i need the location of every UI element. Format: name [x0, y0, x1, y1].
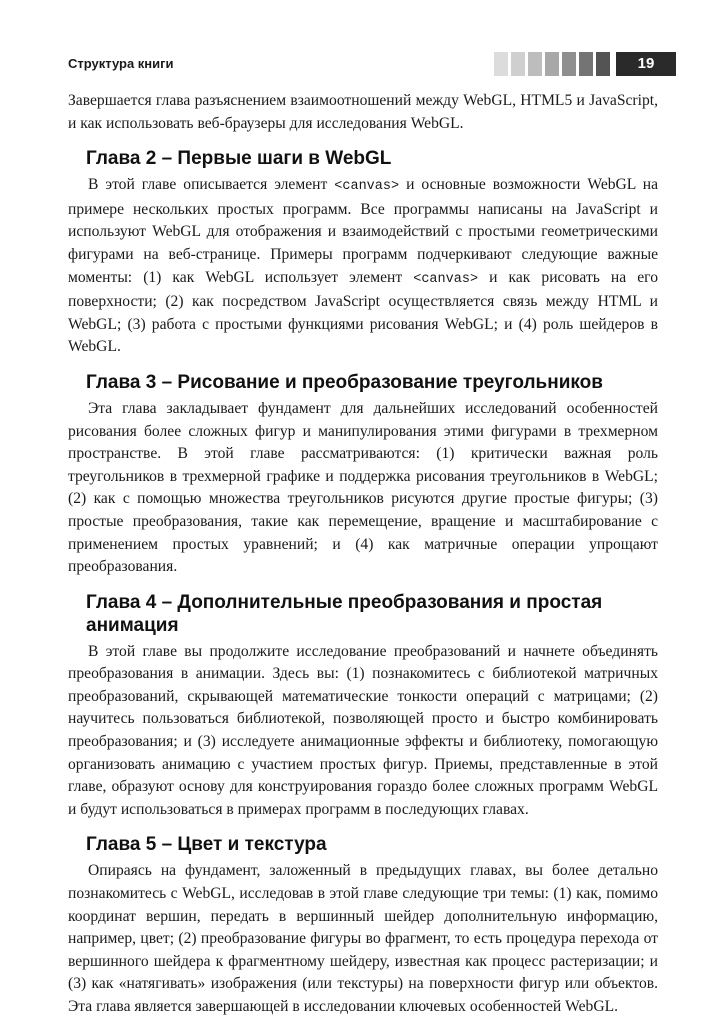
chapter-2-text-b: и основные возможности WebGL на примере нескольких простых программ. Все программы написаны на JavaScript и используют WebGL для отображения и взаимодействий с простыми геометрическими фигурами на веб-странице. Примеры программ подчеркивают следующие важные моменты: (1) как WebGL использует элемент [68, 176, 658, 286]
chapter-2-paragraph [68, 174, 658, 359]
chapter-3-heading: Глава 3 – Рисование и преобразование треугольников [86, 371, 603, 393]
header-bar [562, 52, 576, 76]
header-bar [528, 52, 542, 76]
canvas-code-1: <canvas> [334, 179, 400, 195]
running-title: Структура книги [68, 56, 174, 71]
chapter-5-paragraph: Опираясь на фундамент, заложенный в предыдущих главах, вы более детально познакомитесь с WebGL, исследовав в этой главе следующие три темы: (1) как, помимо координат вершин, передать в вершинный шейдер дополнительную информацию, например, цвет; (2) преобразование фигуры во фрагмент, то есть процедура перехода от вершинного шейдера к фрагментному шейдеру, известная как процесс растеризации; и (3) как «натягивать» изображения (или текстуры) на поверхности фигур или объектов. Эта глава является завершающей в исследовании ключевых особенностей WebGL. [68, 862, 658, 1015]
header-bar [579, 52, 593, 76]
chapter-4-paragraph: В этой главе вы продолжите исследование преобразований и начнете объединять преобразования в анимации. Здесь вы: (1) познакомитесь с библиотекой матричных преобразований, скрывающей математические тонкости операций с матрицами; (2) научитесь пользоваться библиотекой, позволяющей просто и быстро комбинировать преобразования; и (3) исследуете анимационные эффекты и библиотеку, помогающую организовать анимацию с участием простых фигур. Приемы, представленные в этой главе, образуют основу для конструирования гораздо более сложных программ WebGL и будут использоваться в примерах программ в последующих главах. [68, 642, 658, 818]
header-bar [596, 52, 610, 76]
header-bar [494, 52, 508, 76]
page-number: 19 [616, 52, 676, 76]
decorative-bars [494, 52, 613, 76]
page-header [68, 52, 658, 76]
intro-paragraph: Завершается глава разъяснением взаимоотношений между WebGL, HTML5 и JavaScript, и как использовать веб-браузеры для исследования WebGL. [68, 92, 658, 132]
canvas-code-2: <canvas> [413, 271, 479, 287]
chapter-4-heading: Глава 4 – Дополнительные преобразования и простая анимация [86, 591, 603, 636]
header-bar [545, 52, 559, 76]
chapter-3-paragraph: Эта глава закладывает фундамент для дальнейших исследований особенностей рисования более сложных фигур и манипулирования этими фигурами в трехмерном пространстве. В этой главе рассматриваются: (1) критически важная роль треугольников в трехмерной графике и поддержка рисования треугольников в WebGL; (2) как с помощью множества треугольников рисуются другие простые фигуры; (3) простые преобразования, такие как перемещение, вращение и масштабирование с применением простых уравнений; и (4) как матричные операции упрощают преобразования. [68, 399, 658, 576]
chapter-2-text-a: В этой главе описывается элемент [88, 176, 335, 194]
page-body [68, 90, 658, 1019]
chapter-2-heading: Глава 2 – Первые шаги в WebGL [86, 148, 392, 170]
header-bar [511, 52, 525, 76]
chapter-5-heading: Глава 5 – Цвет и текстура [86, 834, 327, 856]
chapter-2-text-c: и как рисовать на его поверхности; (2) как посредством JavaScript осуществляется связь между HTML и WebGL; (3) работа с простыми функциями рисования WebGL; и (4) роль шейдеров в WebGL. [68, 268, 658, 356]
